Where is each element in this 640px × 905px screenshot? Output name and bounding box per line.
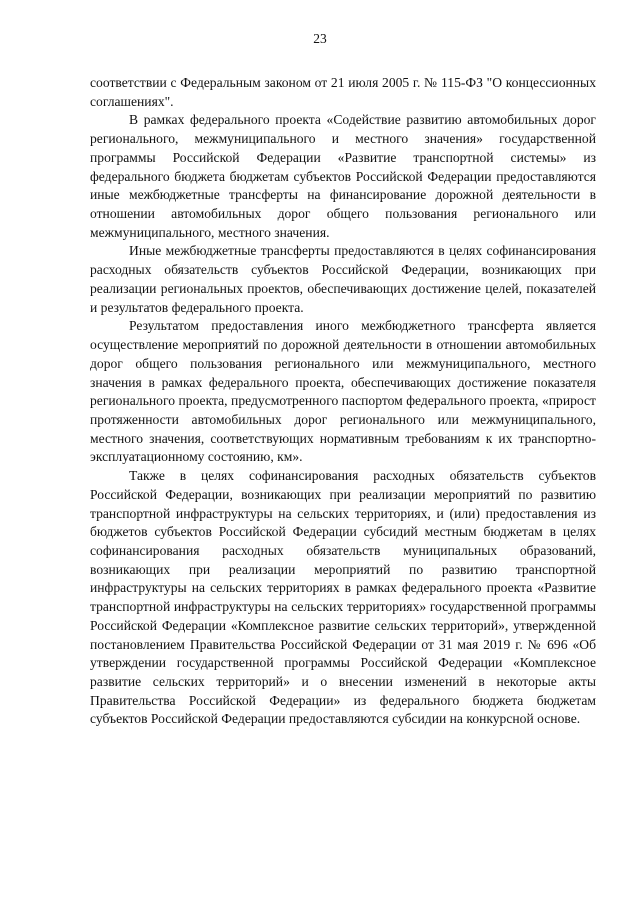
document-body [90,74,596,729]
paragraph-federal-project-roads: В рамках федерального проекта «Содействие развитию автомобильных дорог регионального, межмуниципального и местного значения» государственной программы Российской Федерации «Развитие транспортной системы» из федерального бюджета бюджетам субъектов Российской Федерации предоставляются иные межбюджетные трансферты на финансирование дорожной деятельности в отношении автомобильных дорог общего пользования регионального или межмуниципального, местного значения. [90,112,596,240]
page-number: 23 [313,31,327,46]
paragraph-transfer-result: Результатом предоставления иного межбюджетного трансферта является осуществление мероприятий по дорожной деятельности в отношении автомобильных дорог общего пользования регионального или межмуниципального, местного значения в рамках федерального проекта, обеспечивающих достижение показателя регионального проекта, предусмотренного паспортом федерального проекта, «прирост протяженности автомобильных дорог регионального или межмуниципального, местного значения, соответствующих нормативным требованиям к их транспортно-эксплуатационному состоянию, км». [90,318,596,465]
paragraph-rural-subsidies: Также в целях софинансирования расходных обязательств субъектов Российской Федерации, возникающих при реализации мероприятий по развитию транспортной инфраструктуры на сельских территориях, и (или) предоставления из бюджетов субъектов Российской Федерации субсидий местным бюджетам в целях софинансирования расходных обязательств муниципальных образований, возникающих при реализации мероприятий по развитию транспортной инфраструктуры на сельских территориях в рамках федерального проекта «Развитие транспортной инфраструктуры на сельских территориях» государственной программы Российской Федерации «Комплексное развитие сельских территорий», утвержденной постановлением Правительства Российской Федерации от 31 мая 2019 г. № 696 «Об утверждении государственной программы Российской Федерации «Комплексное развитие сельских территорий» и о внесении изменений в некоторые акты Правительства Российской Федерации» из федерального бюджета бюджетам субъектов Российской Федерации предоставляются субсидии на конкурсной основе. [90,468,596,727]
paragraph-continuation: соответствии с Федеральным законом от 21 июля 2005 г. № 115-ФЗ "О концессионных соглашениях". [90,75,596,109]
paragraph-cofinancing-transfers: Иные межбюджетные трансферты предоставляются в целях софинансирования расходных обязательств субъектов Российской Федерации, возникающих при реализации региональных проектов, обеспечивающих достижение целей, показателей и результатов федерального проекта. [90,243,596,315]
